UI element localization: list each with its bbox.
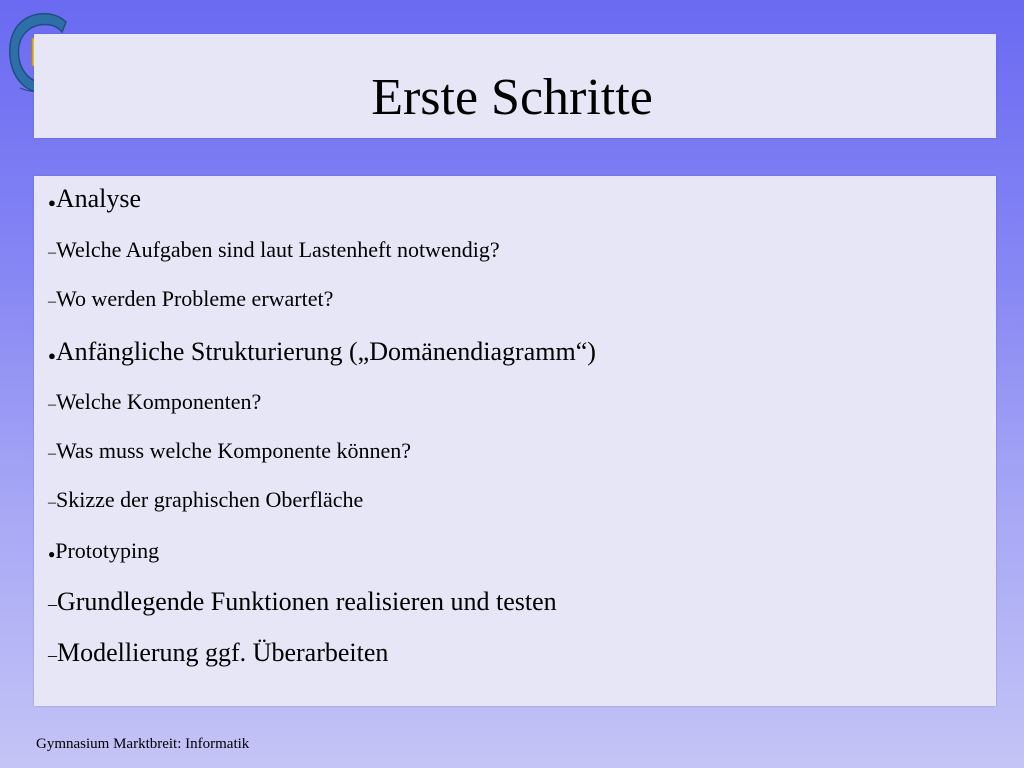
bullet-marker: – — [48, 594, 57, 614]
bullet-item — [48, 389, 261, 415]
bullet-marker: – — [48, 494, 56, 511]
bullet-marker: – — [48, 396, 56, 413]
bullet-text: Prototyping — [55, 538, 160, 563]
bullet-marker: – — [48, 645, 57, 665]
bullet-marker: – — [48, 244, 56, 261]
bullet-item — [48, 637, 388, 668]
bullet-marker: ● — [48, 195, 56, 210]
bullet-item — [48, 438, 411, 464]
bullet-text: Grundlegende Funktionen realisieren und testen — [57, 587, 557, 616]
bullet-text: Was muss welche Komponente können? — [56, 438, 412, 463]
bullet-item — [48, 183, 141, 214]
bullet-item — [48, 286, 333, 312]
bullet-marker: ● — [48, 547, 56, 561]
bullet-item — [48, 336, 596, 367]
slide-title: Erste Schritte — [371, 69, 653, 126]
bullet-text: Welche Komponenten? — [56, 389, 262, 414]
bullet-text: Wo werden Probleme erwartet? — [56, 286, 334, 311]
slide-footer: Gymnasium Marktbreit: Informatik — [36, 736, 250, 752]
bullet-text: Welche Aufgaben sind laut Lastenheft notwendig? — [56, 237, 500, 262]
bullet-item — [48, 538, 159, 564]
bullet-marker: – — [48, 445, 56, 462]
bullet-item — [48, 237, 500, 263]
bullet-text: Analyse — [55, 184, 142, 213]
bullet-text: Skizze der graphischen Oberfläche — [56, 487, 364, 512]
bullet-marker: – — [48, 293, 56, 310]
bullet-marker: ● — [48, 348, 56, 363]
bullet-text: Anfängliche Strukturierung („Domänendiagramm“) — [55, 337, 596, 366]
bullet-item — [48, 487, 363, 513]
bullet-text: Modellierung ggf. Überarbeiten — [57, 638, 389, 667]
bullet-item — [48, 586, 557, 617]
